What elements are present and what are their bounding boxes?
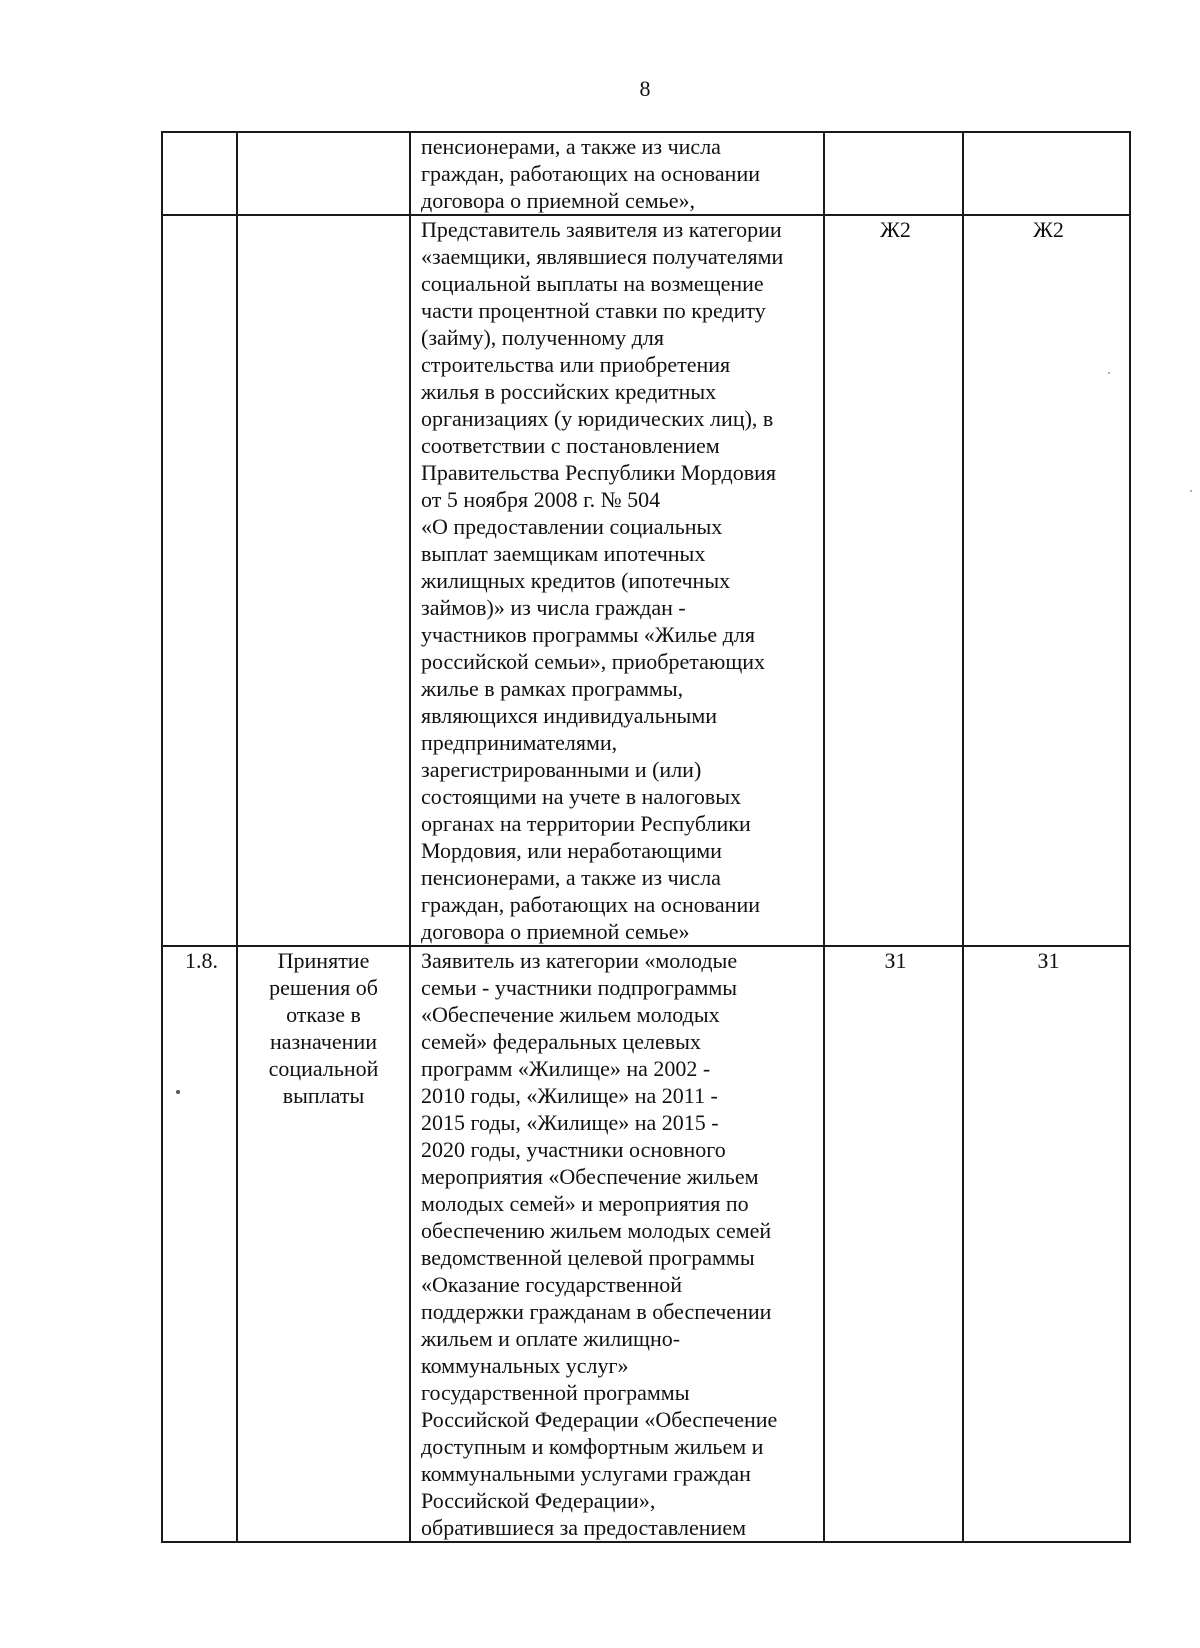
action-cell: Принятие решения об отказе в назначении социальной выплаты: [237, 946, 410, 1542]
row-number-cell: 1.8.: [162, 946, 237, 1542]
code-cell-2: З1: [963, 946, 1130, 1542]
applicant-cell: пенсионерами, а также из числа граждан, работающих на основании договора о приемной семье»,: [410, 132, 824, 215]
table-row: [162, 132, 1130, 215]
page-number: 8: [639, 76, 651, 101]
services-table: [161, 131, 1131, 1543]
scan-speck: [1108, 372, 1110, 374]
action-cell: [237, 215, 410, 946]
scan-speck: [1190, 490, 1192, 492]
row-number-cell: [162, 132, 237, 215]
row-number-cell: [162, 215, 237, 946]
code-cell-2: Ж2: [963, 215, 1130, 946]
table-row: [162, 946, 1130, 1542]
action-cell: [237, 132, 410, 215]
code-cell-1: Ж2: [824, 215, 963, 946]
scan-speck: [176, 1090, 180, 1094]
applicant-cell: Представитель заявителя из категории «заемщики, являвшиеся получателями социальной выплаты на возмещение части процентной ставки по кредиту (займу), полученному для строительства или приобретения жилья в российских кредитных организациях (у юридических лиц), в соответствии с постановлением Правительства Республики Мордовия от 5 ноября 2008 г. № 504 «О предоставлении социальных выплат заемщикам ипотечных жилищных кредитов (ипотечных займов)» из числа граждан - участников программы «Жилье для российской семьи», приобретающих жилье в рамках программы, являющихся индивидуальными предпринимателями, зарегистрированными и (или) состоящими на учете в налоговых органах на территории Республики Мордовия, или неработающими пенсионерами, а также из числа граждан, работающих на основании договора о приемной семье»: [410, 215, 824, 946]
code-cell-1: З1: [824, 946, 963, 1542]
code-cell-1: [824, 132, 963, 215]
table-row: [162, 215, 1130, 946]
applicant-cell: Заявитель из категории «молодые семьи - участники подпрограммы «Обеспечение жильем молодых семей» федеральных целевых программ «Жилище» на 2002 - 2010 годы, «Жилище» на 2011 - 2015 годы, «Жилище» на 2015 - 2020 годы, участники основного мероприятия «Обеспечение жильем молодых семей» и мероприятия по обеспечению жильем молодых семей ведомственной целевой программы «Оказание государственной поддержки гражданам в обеспечении жильем и оплате жилищно- коммунальных услуг» государственной программы Российской Федерации «Обеспечение доступным и комфортным жильем и коммунальными услугами граждан Российской Федерации», обратившиеся за предоставлением: [410, 946, 824, 1542]
code-cell-2: [963, 132, 1130, 215]
